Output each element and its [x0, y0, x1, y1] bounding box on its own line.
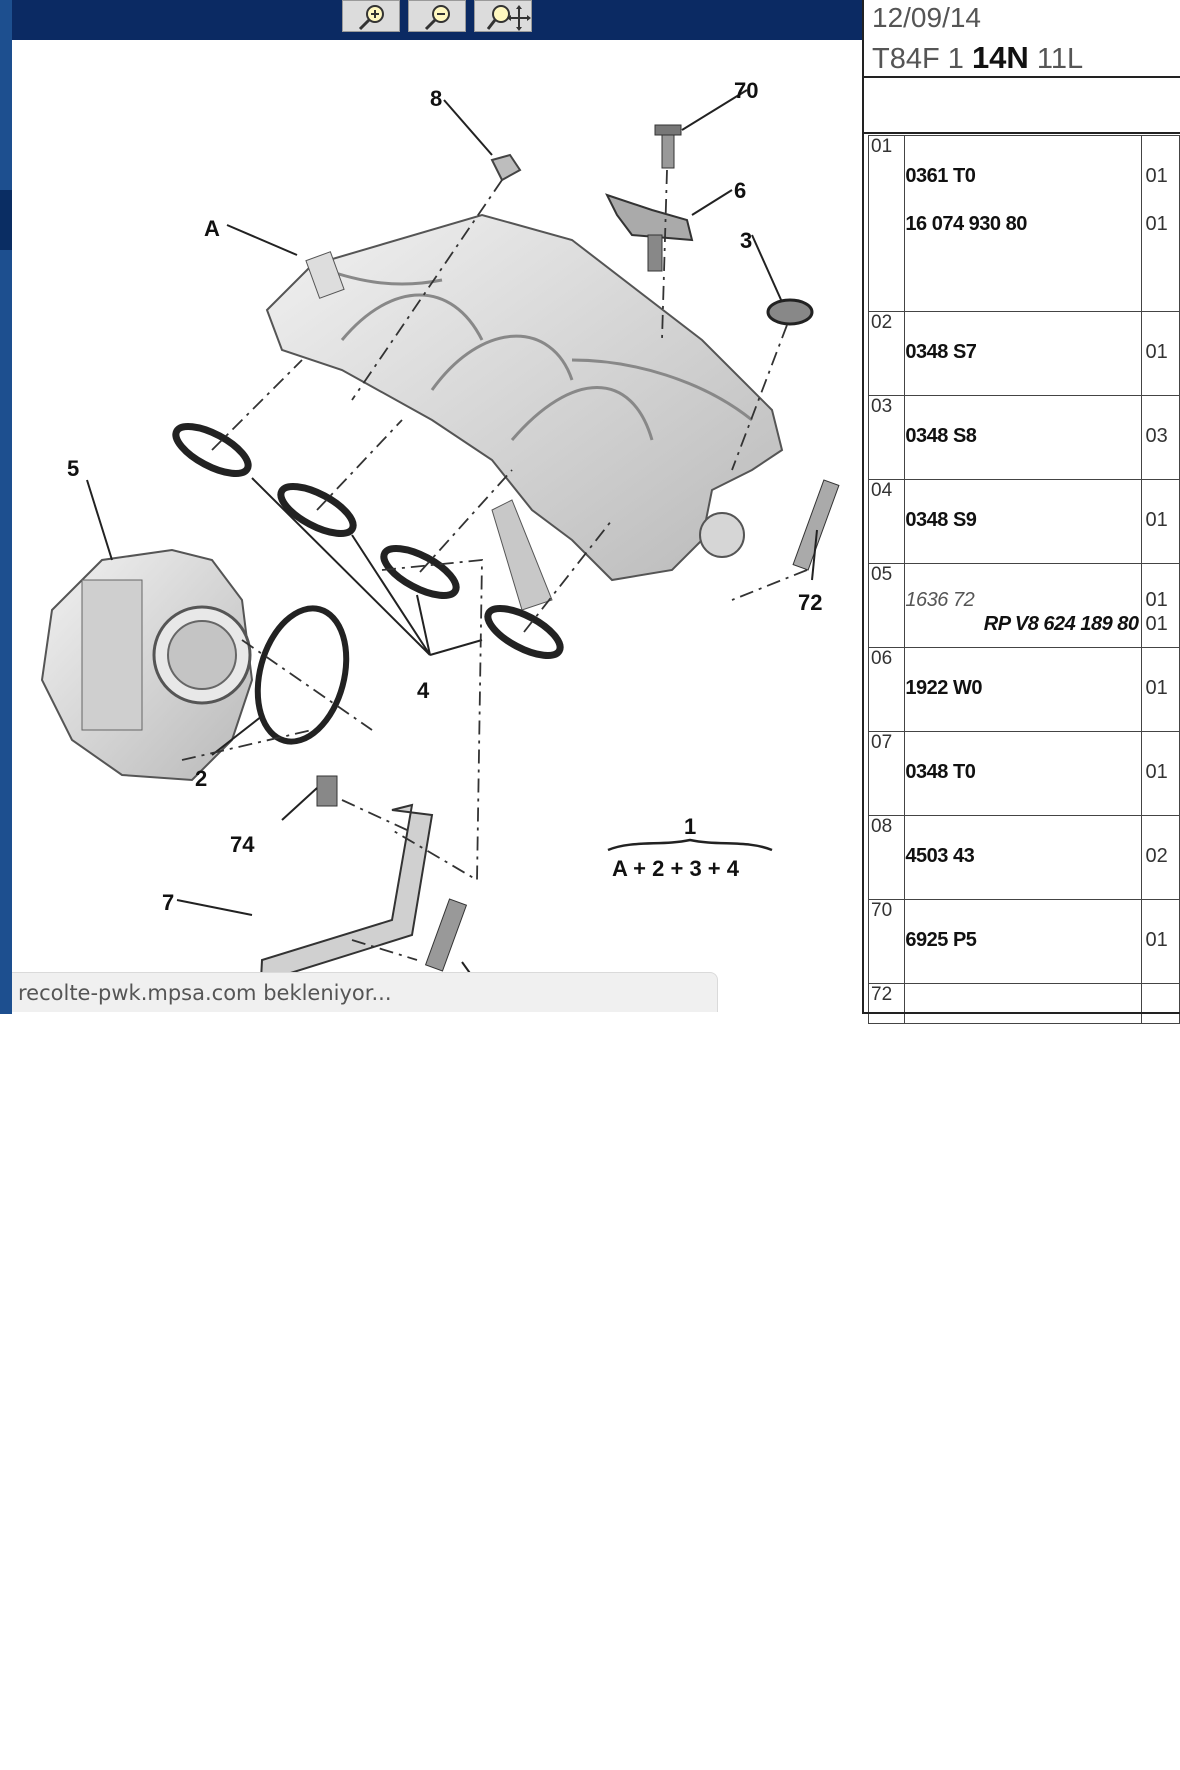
callout-2: 2	[195, 766, 208, 791]
zoom-pan-icon	[487, 3, 531, 31]
callout-7: 7	[162, 890, 175, 915]
part-ref[interactable]: 0348 S7	[905, 341, 977, 363]
table-row[interactable]	[869, 564, 1180, 648]
callout-72: 72	[798, 590, 823, 615]
table-top-rule	[864, 132, 1180, 134]
part-qty-blank	[1146, 188, 1180, 212]
part-qty: 01	[1145, 929, 1168, 951]
part-ref[interactable]: 0348 S8	[905, 425, 977, 447]
zoom-out-icon	[421, 3, 455, 31]
part-qty: 01	[1145, 677, 1168, 699]
throttle-body	[42, 550, 252, 780]
zoom-in-button[interactable]	[342, 0, 400, 32]
part-ref-blank	[905, 188, 1140, 212]
code-suffix: 11L	[1036, 43, 1084, 75]
row-number: 02	[869, 312, 905, 396]
part-qty: 03	[1145, 425, 1168, 447]
row-number: 06	[869, 648, 905, 732]
catalog-code	[872, 40, 1083, 76]
part-ref[interactable]: 6925 P5	[905, 929, 977, 951]
table-row[interactable]	[869, 732, 1180, 816]
callout-4: 4	[417, 678, 430, 703]
row-number: 72	[869, 984, 905, 1024]
part-ref-alternate[interactable]: 1636 72	[905, 589, 975, 611]
part-ref[interactable]: 0361 T0	[905, 165, 976, 187]
part-qty: 01	[1145, 613, 1168, 635]
callout-1: 1	[684, 814, 697, 839]
left-window-edge	[0, 0, 12, 1014]
assembly-formula: A + 2 + 3 + 4	[612, 856, 739, 881]
table-row[interactable]	[869, 648, 1180, 732]
diagram-toolbar	[12, 0, 862, 40]
zoom-in-icon	[355, 3, 389, 31]
part-ref[interactable]: 1922 W0	[905, 677, 982, 699]
part-ref[interactable]: 16 074 930 80	[905, 213, 1027, 235]
table-row[interactable]	[869, 396, 1180, 480]
callout-3: 3	[740, 228, 753, 253]
part-qty: 01	[1145, 589, 1168, 611]
part-ref[interactable]: 4503 43	[905, 845, 975, 867]
parts-table	[868, 135, 1180, 1024]
part-qty: 01	[1145, 341, 1168, 363]
callout-6: 6	[734, 178, 747, 203]
row-number: 70	[869, 900, 905, 984]
table-row[interactable]	[869, 136, 1180, 312]
intake-manifold	[267, 215, 782, 610]
zoom-pan-button[interactable]	[474, 0, 532, 32]
parts-panel	[864, 0, 1180, 1014]
header-rule	[864, 76, 1180, 78]
callout-a: A	[204, 216, 220, 241]
callout-70: 70	[734, 78, 759, 103]
row-number: 07	[869, 732, 905, 816]
part-ref[interactable]: 0348 T0	[905, 761, 976, 783]
part-qty: 01	[1145, 213, 1168, 235]
part-ref[interactable]: 0348 S9	[905, 509, 977, 531]
table-row[interactable]	[869, 816, 1180, 900]
part-qty: 01	[1145, 509, 1168, 531]
row-number: 01	[869, 136, 905, 312]
part-ref-replacement[interactable]: RP V8 624 189 80	[983, 613, 1139, 635]
status-bar: recolte-pwk.mpsa.com bekleniyor...	[12, 972, 718, 1012]
part-qty: 01	[1145, 761, 1168, 783]
table-row[interactable]	[869, 984, 1180, 1024]
table-row[interactable]	[869, 900, 1180, 984]
catalog-date: 12/09/14	[872, 2, 981, 33]
window-bottom-rule	[864, 1012, 1180, 1014]
callout-74: 74	[230, 832, 255, 857]
row-number: 03	[869, 396, 905, 480]
part-qty: 02	[1145, 845, 1168, 867]
table-row[interactable]	[869, 480, 1180, 564]
assembly-brace	[608, 840, 772, 850]
row-number: 04	[869, 480, 905, 564]
table-row[interactable]	[869, 312, 1180, 396]
zoom-out-button[interactable]	[408, 0, 466, 32]
code-prefix: T84F 1	[872, 43, 964, 75]
callout-5: 5	[67, 456, 80, 481]
callout-8: 8	[430, 86, 443, 111]
exploded-parts-diagram	[12, 40, 862, 1014]
code-bold: 14N	[971, 40, 1029, 75]
throttle-gasket	[244, 598, 360, 751]
part-qty: 01	[1145, 165, 1168, 187]
row-number: 08	[869, 816, 905, 900]
row-number: 05	[869, 564, 905, 648]
